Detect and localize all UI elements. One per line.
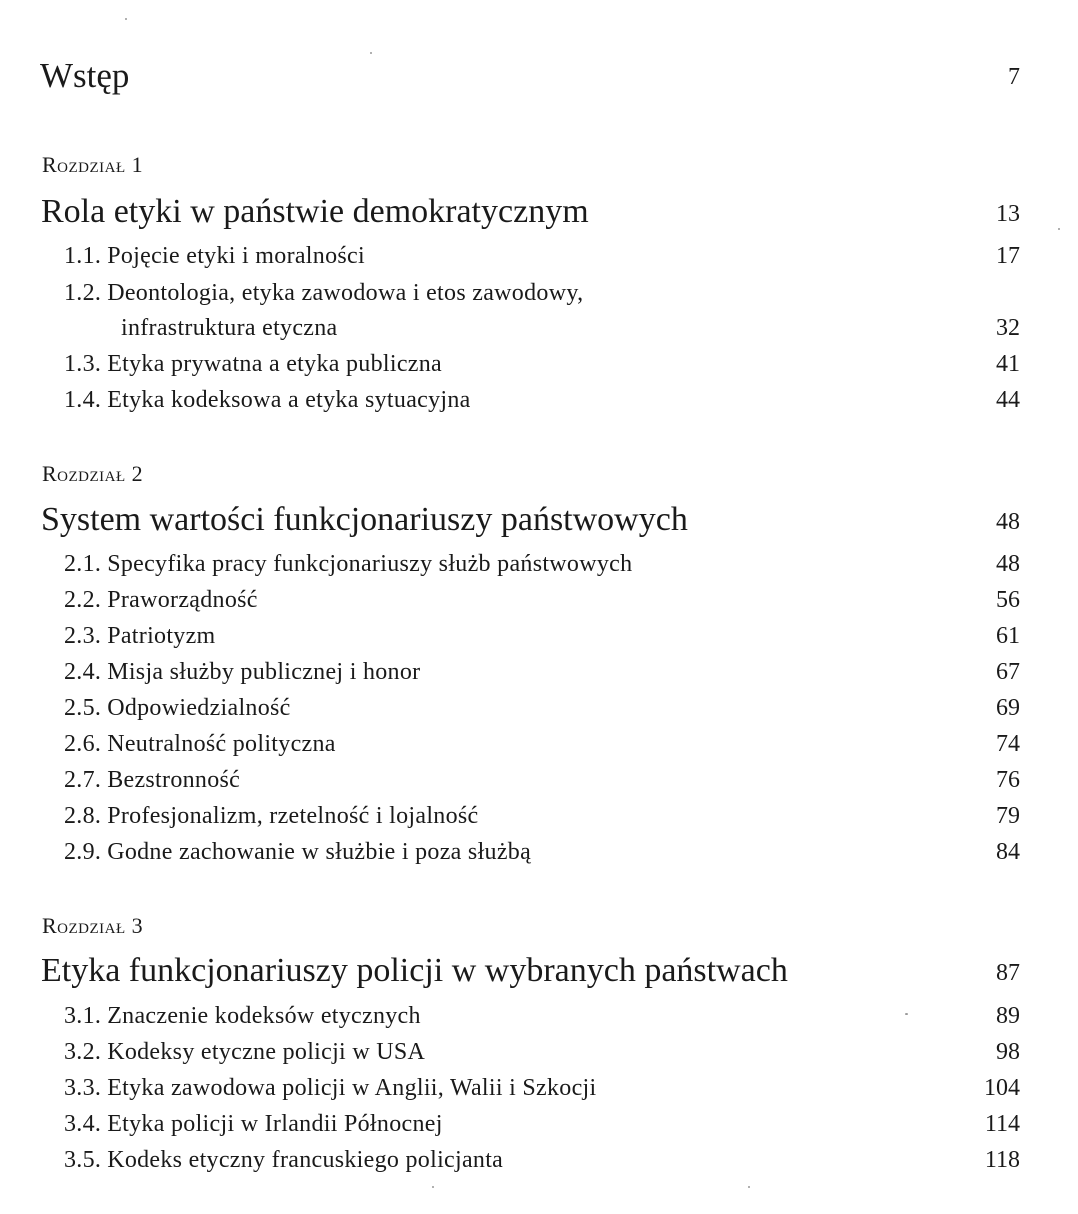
section-row [0,659,1078,699]
page-number: 87 [996,960,1020,986]
section-number: 3.3. [64,1075,102,1101]
section-row [0,731,1078,771]
section-title: Etyka kodeksowa a etyka sytuacyjna [107,387,471,413]
section-row [0,551,1078,591]
section-row [0,1003,1078,1043]
page-number: 17 [996,243,1020,269]
chapter-label: Rozdział 2 [42,461,144,486]
section-row [0,1075,1078,1115]
section-number: 2.7. [64,767,102,793]
chapter-title-row [0,501,1078,541]
section-number: 2.4. [64,659,102,685]
page-number: 67 [996,659,1020,685]
section-number: 2.2. [64,587,102,613]
entry-title: Wstęp [40,56,130,95]
page-number: 104 [984,1075,1020,1101]
chapter-title: Etyka funkcjonariuszy policji w wybranych państwach [41,952,788,989]
scan-speck [905,1013,908,1015]
section-number: 2.3. [64,623,102,649]
page-number: 114 [984,1111,1020,1137]
section-title: Etyka zawodowa policji w Anglii, Walii i Szkocji [107,1075,597,1101]
section-number: 2.1. [64,551,102,577]
toc-entry-introduction [0,0,1078,95]
section-title-continuation: infrastruktura etyczna [121,315,338,341]
section-row [0,587,1078,627]
section-title: Specyfika pracy funkcjonariuszy służb państwowych [107,551,633,577]
section-title: Odpowiedzialność [107,695,291,721]
section-title: Misja służby publicznej i honor [107,659,421,685]
chapter-label: Rozdział 3 [42,913,144,938]
page-number: 69 [996,695,1020,721]
section-title: Neutralność polityczna [107,731,336,757]
page-number: 32 [996,315,1020,341]
section-title: Profesjonalizm, rzetelność i lojalność [107,803,479,829]
scan-speck [432,1186,434,1188]
chapter-title: System wartości funkcjonariuszy państwowych [41,501,688,538]
page-number: 76 [996,767,1020,793]
page-number: 98 [996,1039,1020,1065]
section-number: 3.4. [64,1111,102,1137]
scan-speck [748,1186,750,1188]
section-number: 2.6. [64,731,102,757]
section-row [0,767,1078,807]
section-title: Praworządność [107,587,258,613]
section-number: 3.2. [64,1039,102,1065]
section-number: 1.2. [64,280,102,306]
page-number: 13 [996,201,1020,227]
page-number: 7 [1008,64,1020,90]
section-row [0,803,1078,843]
section-row [0,1147,1078,1187]
section-row [0,280,1078,320]
section-title: Bezstronność [107,767,241,793]
section-title: Kodeks etyczny francuskiego policjanta [107,1147,504,1173]
page-number: 84 [996,839,1020,865]
section-row [0,243,1078,283]
scan-speck [370,52,372,54]
section-row [0,1111,1078,1151]
section-number: 3.1. [64,1003,102,1029]
section-row [0,1039,1078,1079]
section-row [0,351,1078,391]
scan-speck [125,18,127,20]
scan-speck [1058,228,1060,230]
section-row [0,623,1078,663]
page-number: 118 [984,1147,1020,1173]
chapter-title-row [0,952,1078,992]
section-number: 1.3. [64,351,102,377]
section-title: Znaczenie kodeksów etycznych [107,1003,421,1029]
section-number: 2.8. [64,803,102,829]
section-title: Deontologia, etyka zawodowa i etos zawodowy, [107,280,584,306]
section-row [0,387,1078,427]
chapter-title: Rola etyki w państwie demokratycznym [41,193,589,230]
section-number: 2.9. [64,839,102,865]
section-title: Patriotyzm [107,623,216,649]
section-row-continuation [0,315,1078,355]
section-row [0,839,1078,879]
section-row [0,695,1078,735]
page-number: 44 [996,387,1020,413]
section-title: Pojęcie etyki i moralności [107,243,365,269]
section-title: Etyka policji w Irlandii Północnej [107,1111,443,1137]
section-number: 1.4. [64,387,102,413]
page-number: 56 [996,587,1020,613]
section-number: 3.5. [64,1147,102,1173]
page-number: 79 [996,803,1020,829]
page-number: 89 [996,1003,1020,1029]
page-number: 48 [996,509,1020,535]
page-number: 74 [996,731,1020,757]
page-number: 48 [996,551,1020,577]
chapter-title-row [0,193,1078,233]
section-number: 2.5. [64,695,102,721]
chapter-label: Rozdział 1 [42,152,144,177]
section-title: Godne zachowanie w służbie i poza służbą [107,839,532,865]
section-number: 1.1. [64,243,102,269]
section-title: Kodeksy etyczne policji w USA [107,1039,426,1065]
page-number: 41 [996,351,1020,377]
section-title: Etyka prywatna a etyka publiczna [107,351,442,377]
page-number: 61 [996,623,1020,649]
